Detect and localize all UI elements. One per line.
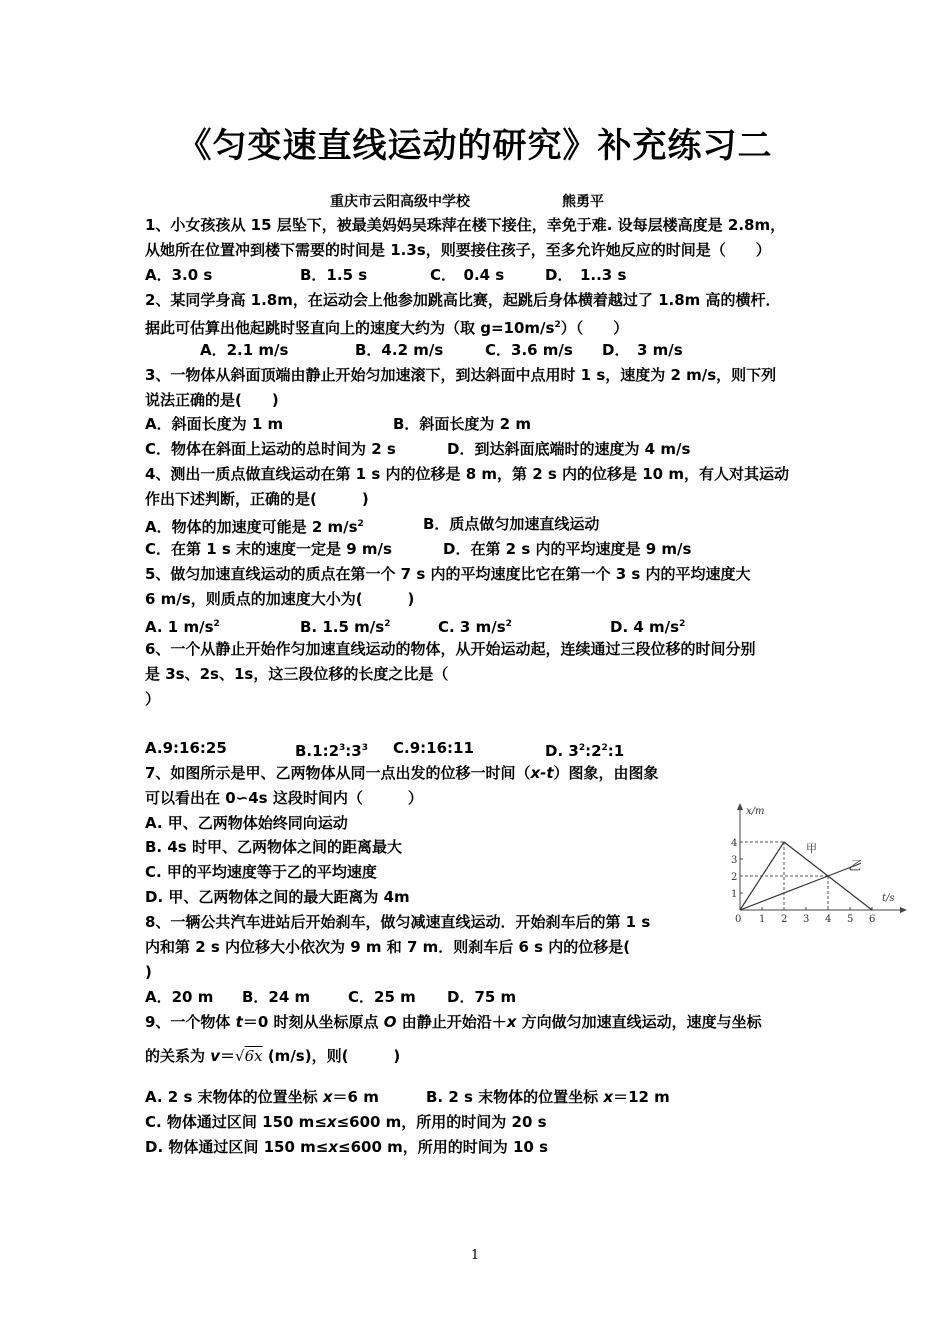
x-tick-label: 5 — [847, 914, 854, 925]
q7-option-c: C. 甲的平均速度等于乙的平均速度 — [145, 863, 377, 881]
q1-line2: 从她所在位置冲到楼下需要的时间是 1.3s，则要接住孩子，至多允许她反应的时间是（ ） — [145, 241, 771, 259]
q7-option-a: A. 甲、乙两物体始终同向运动 — [145, 814, 348, 832]
q9-option-a: A. 2 s 末物体的位置坐标 x＝6 m — [145, 1088, 379, 1106]
y-tick-label: 2 — [731, 872, 738, 883]
q5-option-b: B. 1.5 $m/s^2$ — [300, 618, 391, 636]
author-line — [330, 191, 604, 211]
q1-option-b: B．1.5 s — [300, 266, 368, 284]
q7-line2: 可以看出在 0∽4s 这段时间内（ ） — [145, 789, 423, 807]
q7-option-b: B. 4s 时甲、乙两物体之间的距离最大 — [145, 838, 402, 856]
q8-option-d: D．75 m — [447, 988, 517, 1006]
x-tick-label: 1 — [759, 914, 766, 925]
author-name: 熊勇平 — [562, 194, 604, 210]
q2-option-c: C．3.6 m/s — [485, 341, 573, 359]
page-number: 1 — [470, 1248, 480, 1263]
q5-line2: 6 m/s，则质点的加速度大小为( ) — [145, 590, 415, 608]
y-tick-label: 4 — [731, 838, 738, 849]
page-title: 《匀变速直线运动的研究》补充练习二 — [177, 126, 773, 166]
q6-line1: 6、一个从静止开始作匀加速直线运动的物体，从开始运动起，连续通过三段位移的时间分别 — [145, 640, 756, 658]
q4-line1: 4、测出一质点做直线运动在第 1 s 内的位移是 8 m，第 2 s 内的位移是 10 m，有人对其运动 — [145, 465, 789, 483]
xt-graph — [730, 800, 910, 925]
q4-option-a: A．物体的加速度可能是 2 $m/s^2$ — [145, 518, 364, 536]
q2-line2: 据此可估算出他起跳时竖直向上的速度大约为（取 $g=10m/s^2$）（ ） — [145, 319, 629, 337]
q3-line2: 说法正确的是( ) — [145, 391, 279, 409]
y-axis-arrow — [737, 803, 743, 810]
q9-line1: 9、一个物体 t＝0 时刻从坐标原点 O 由静止开始沿＋x 方向做匀加速直线运动，速度与坐标 — [145, 1013, 762, 1031]
x-tick-label: 3 — [803, 914, 810, 925]
q6-option-d: D. $3^2:2^2:1$ — [545, 742, 625, 760]
x-tick-label: 2 — [781, 914, 788, 925]
q8-line3: ) — [145, 963, 152, 981]
q2-option-a: A．2.1 m/s — [200, 341, 289, 359]
q4-option-b: B．质点做匀加速直线运动 — [423, 515, 600, 533]
y-axis-label: x/m — [746, 806, 765, 817]
q1-line1: 1、小女孩孩从 15 层坠下，被最美妈妈吴珠萍在楼下接住，幸免于难. 设每层楼高度是 2.8m， — [145, 216, 786, 234]
q5-option-c: C. 3 $m/s^2$ — [438, 618, 512, 636]
q1-option-a: A．3.0 s — [145, 266, 213, 284]
q2-option-b: B．4.2 m/s — [355, 341, 444, 359]
x-tick-label: 4 — [825, 914, 832, 925]
series-label-jia: 甲 — [806, 842, 817, 855]
q8-line1: 8、一辆公共汽车进站后开始刹车，做匀减速直线运动．开始刹车后的第 1 s — [145, 913, 651, 931]
q9-line2: 的关系为 v＝√6x (m/s)，则( ) — [145, 1047, 401, 1065]
x-axis-label: t/s — [882, 893, 895, 904]
q8-option-a: A．20 m — [145, 988, 214, 1006]
y-tick-label: 3 — [731, 855, 738, 866]
q4-option-d: D．在第 2 s 内的平均速度是 9 m/s — [443, 540, 692, 558]
sqrt-expression: √6x — [235, 1047, 263, 1065]
series-line-yi — [740, 863, 861, 910]
q1-option-c: C． 0.4 s — [430, 266, 505, 284]
q3-option-d: D．到达斜面底端时的速度为 4 m/s — [447, 440, 691, 458]
q6-option-b: $B.1:2^3:3^3$ — [295, 742, 368, 760]
q9-option-d: D. 物体通过区间 150 m≤x≤600 m，所用的时间为 10 s — [145, 1138, 548, 1156]
q6-option-c: C.9:16:11 — [393, 739, 474, 757]
q3-line1: 3、一物体从斜面顶端由静止开始匀加速滚下，到达斜面中点用时 1 s，速度为 2 m/s，则下列 — [145, 366, 777, 384]
q9-option-b: B. 2 s 末物体的位置坐标 x＝12 m — [426, 1088, 670, 1106]
q2-option-d: D． 3 m/s — [602, 341, 683, 359]
q9-option-c: C. 物体通过区间 150 m≤x≤600 m，所用的时间为 20 s — [145, 1113, 547, 1131]
q2-line1: 2、某同学身高 1.8m，在运动会上他参加跳高比赛，起跳后身体横着越过了 1.8m 高的横杆． — [145, 291, 781, 309]
q4-line2: 作出下述判断，正确的是( ) — [145, 490, 369, 508]
q3-option-c: C．物体在斜面上运动的总时间为 2 s — [145, 440, 396, 458]
school-name: 重庆市云阳高级中学校 — [330, 194, 470, 210]
origin-label: 0 — [735, 914, 742, 925]
q6-option-a: A.9:16:25 — [145, 739, 227, 757]
q5-option-d: D. 4 $m/s^2$ — [610, 618, 686, 636]
x-tick-label: 6 — [869, 914, 876, 925]
q8-option-b: B．24 m — [242, 988, 311, 1006]
q7-option-d: D. 甲、乙两物体之间的最大距离为 4m — [145, 888, 410, 906]
q3-option-a: A．斜面长度为 1 m — [145, 415, 284, 433]
x-axis-arrow — [900, 907, 907, 913]
q6-line2: 是 3s、2s、1s，这三段位移的长度之比是（ — [145, 665, 449, 683]
y-tick-label: 1 — [731, 889, 738, 900]
q7-line1: 7、如图所示是甲、乙两物体从同一点出发的位移一时间（x-t）图象，由图象 — [145, 764, 659, 782]
q4-option-c: C．在第 1 s 末的速度一定是 9 m/s — [145, 540, 392, 558]
q3-option-b: B．斜面长度为 2 m — [393, 415, 531, 433]
q1-option-d: D． 1..3 s — [545, 266, 627, 284]
q6-line3: ） — [145, 690, 161, 708]
q5-option-a: A. 1 $m/s^2$ — [145, 618, 220, 636]
series-label-yi: 乙 — [848, 859, 862, 874]
q8-line2: 内和第 2 s 内位移大小依次为 9 m 和 7 m．则刹车后 6 s 内的位移是( — [145, 938, 631, 956]
q8-option-c: C．25 m — [348, 988, 416, 1006]
q5-line1: 5、做匀加速直线运动的质点在第一个 7 s 内的平均速度比它在第一个 3 s 内的平均速度大 — [145, 565, 751, 583]
